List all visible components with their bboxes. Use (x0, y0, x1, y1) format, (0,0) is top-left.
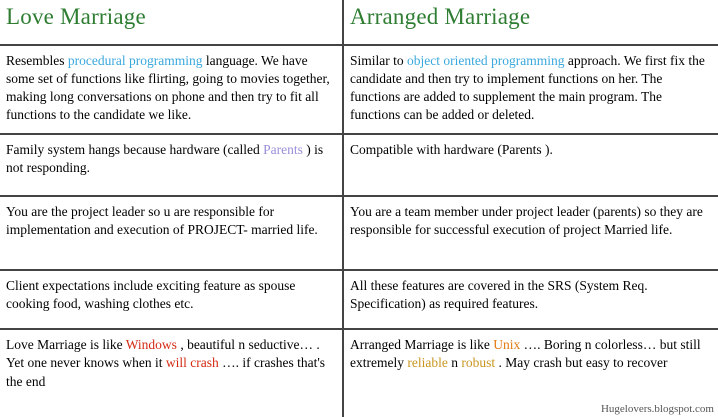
text-mid2: n (447, 355, 462, 371)
keyword-robust: robust (461, 355, 496, 371)
text-pre: Compatible with hardware ( (350, 142, 502, 158)
text-pre: Love Marriage is like (6, 337, 126, 353)
text-pre: Similar to (350, 52, 407, 68)
table-row (0, 271, 718, 329)
cell-left-2 (0, 135, 344, 195)
cell-right-2 (344, 135, 718, 195)
keyword-parents: Parents (263, 142, 303, 158)
text-mid: , beautiful n seductive… . Yet one never knows when it (6, 337, 320, 371)
cell-right-4: All these features are covered in the SRS (System Req. Specification) as required features. (350, 277, 648, 311)
keyword-reliable: reliable (407, 355, 448, 371)
keyword-will-crash: will crash (165, 355, 219, 371)
cell-right-3: You are a team member under project leader (parents) so they are responsible for successful execution of project Married life. (350, 204, 703, 238)
text-mid: …. Boring n colorless… but still extremely (350, 337, 701, 371)
text-pre: Resembles (6, 52, 68, 68)
header-right: Arranged Marriage (350, 4, 531, 29)
text-pre: Family system hangs because hardware (called (6, 142, 264, 158)
keyword-procedural-programming: procedural programming (67, 52, 203, 68)
header-left: Love Marriage (0, 0, 344, 44)
cell-left-4: Client expectations include exciting feature as spouse cooking food, washing clothes etc. (0, 271, 344, 329)
text-post: language. We have some set of functions like flirting, going to movies together, making long conversations on phone and then try to fit all functions to the candidate we like. (6, 52, 330, 123)
keyword-parents: Parents (501, 142, 542, 158)
text-post: ) is not responding. (6, 142, 324, 176)
cell-left-1 (0, 46, 344, 134)
keyword-windows: Windows (125, 337, 177, 353)
text-pre: Arranged Marriage is like (350, 337, 494, 353)
text-post: . May crash but easy to recover (495, 355, 668, 371)
text-post: ). (541, 142, 553, 158)
cell-left-5 (0, 330, 344, 417)
keyword-object-oriented-programming: object oriented programming (407, 52, 565, 68)
table-header-row (0, 0, 718, 44)
table-row (0, 135, 718, 195)
keyword-unix: Unix (493, 337, 521, 353)
table-row (0, 46, 718, 134)
text-post: approach. We first fix the candidate and then try to implement functions on her. The functions are added to supplement the main program. The functions can be added or deleted. (350, 52, 705, 123)
text-post: …. if crashes that's the end (6, 355, 326, 389)
cell-left-3: You are the project leader so u are responsible for implementation and execution of PROJECT- married life. (0, 197, 344, 269)
cell-right-1 (344, 46, 718, 134)
table-row (0, 197, 718, 269)
watermark: Hugelovers.blogspot.com (600, 403, 714, 415)
